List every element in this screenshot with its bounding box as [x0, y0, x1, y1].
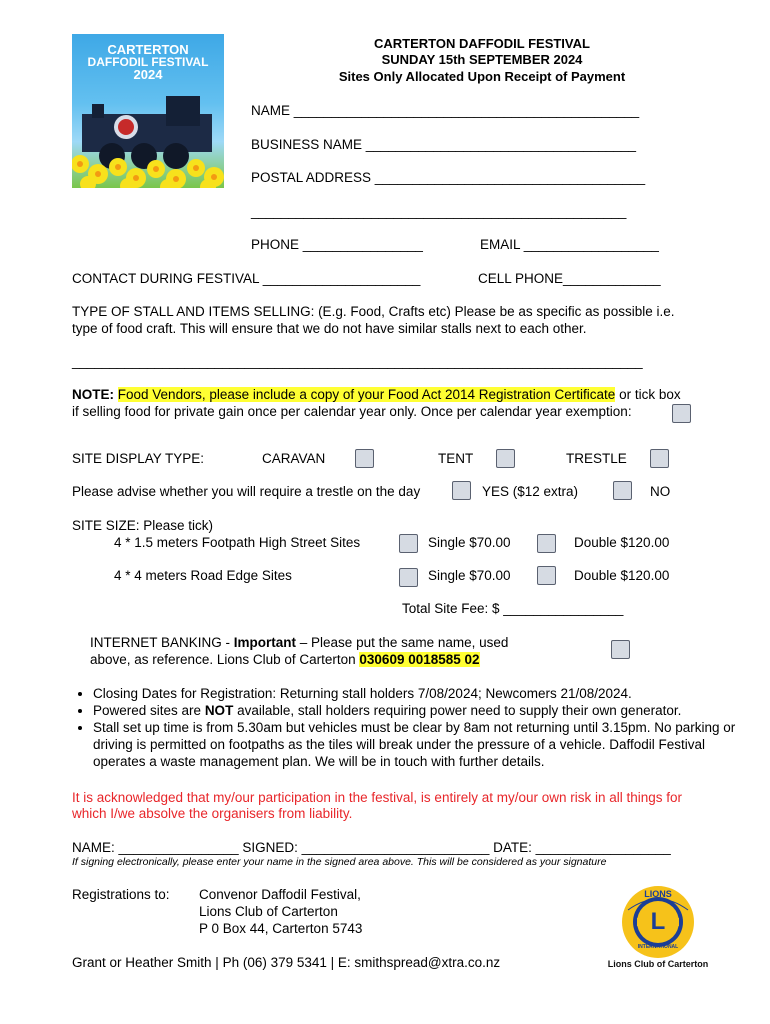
signature-note: If signing electronically, please enter your name in the signed area above. This will be considered as your signature: [72, 856, 607, 868]
poster-title-1: CARTERTON: [107, 42, 189, 57]
list-item: [93, 702, 743, 719]
lions-club-logo: [604, 884, 712, 976]
caravan-checkbox[interactable]: [355, 449, 374, 468]
address-line-2: Lions Club of Carterton: [199, 904, 338, 919]
postal-address-field[interactable]: POSTAL ADDRESS ____________________________________: [251, 170, 646, 185]
train-daffodils-illustration: [72, 34, 224, 188]
road-edge-sites-label: 4 * 4 meters Road Edge Sites: [114, 568, 292, 583]
trestle-checkbox[interactable]: [650, 449, 669, 468]
internet-banking-checkbox[interactable]: [611, 640, 630, 659]
site-display-label: SITE DISPLAY TYPE:: [72, 451, 205, 466]
trestle-yes-label: YES ($12 extra): [482, 484, 579, 499]
road-single-label: Single $70.00: [428, 568, 511, 583]
bank-account-number: 030609 0018585 02: [359, 652, 480, 667]
phone-field[interactable]: PHONE ________________: [251, 237, 423, 252]
lions-letter: L: [650, 908, 666, 935]
food-exemption-checkbox[interactable]: [672, 404, 691, 423]
road-single-checkbox[interactable]: [399, 568, 418, 587]
tent-checkbox[interactable]: [496, 449, 515, 468]
bullet-not: NOT: [204, 703, 234, 718]
road-double-checkbox[interactable]: [537, 566, 556, 585]
banking-rest: – Please put the same name, used: [296, 635, 509, 650]
signature-fields[interactable]: NAME: ________________ SIGNED: _________________________ DATE: __________________: [72, 840, 671, 855]
road-double-label: Double $120.00: [574, 568, 670, 583]
caravan-label: CARAVAN: [262, 451, 326, 466]
footpath-single-checkbox[interactable]: [399, 534, 418, 553]
header-date: SUNDAY 15th SEPTEMBER 2024: [381, 52, 583, 67]
lions-bottom-text: INTERNATIONAL: [637, 944, 679, 950]
site-size-label: SITE SIZE: Please tick): [72, 518, 214, 533]
trestle-no-checkbox[interactable]: [613, 481, 632, 500]
registrations-label: Registrations to:: [72, 887, 170, 902]
footpath-single-label: Single $70.00: [428, 535, 511, 550]
note-line-1: [72, 387, 681, 402]
poster-title-2: DAFFODIL FESTIVAL: [87, 55, 209, 69]
footpath-double-checkbox[interactable]: [537, 534, 556, 553]
note-line-2: if selling food for private gain once per calendar year only. Once per calendar year exemption:: [72, 404, 632, 419]
business-name-field[interactable]: BUSINESS NAME ____________________________________: [251, 137, 637, 152]
trestle-no-label: NO: [650, 484, 671, 499]
banking-reference: above, as reference. Lions Club of Carterton: [90, 652, 360, 667]
note-rest: or tick box: [615, 387, 681, 402]
trestle-yes-checkbox[interactable]: [452, 481, 471, 500]
stall-items-field[interactable]: ____________________________________________________________________________: [72, 354, 643, 369]
poster-title-3: 2024: [133, 67, 163, 82]
header-subtitle: Sites Only Allocated Upon Receipt of Payment: [338, 69, 626, 84]
banking-prefix: INTERNET BANKING -: [90, 635, 234, 650]
bullet-prefix: Powered sites are: [93, 703, 205, 718]
info-bullet-list: [72, 685, 743, 770]
tent-label: TENT: [438, 451, 474, 466]
name-field[interactable]: NAME ______________________________________________: [251, 103, 640, 118]
contact-info: Grant or Heather Smith | Ph (06) 379 5341 | E: smithspread@xtra.co.nz: [72, 955, 501, 970]
list-item: • Stall set up time is from 5.30am but vehicles must be clear by 8am not returning until 3.15pm. No parking or driving is permitted on footpaths as the tiles will break under the pressure of a vehicle. Daffodil Festival operates a waste management plan. We will be in touch with further details.: [93, 719, 743, 770]
address-line-3: P 0 Box 44, Carterton 5743: [199, 921, 363, 936]
banking-important: Important: [233, 635, 297, 650]
footpath-double-label: Double $120.00: [574, 535, 670, 550]
footpath-sites-label: 4 * 1.5 meters Footpath High Street Sites: [114, 535, 361, 550]
lions-top-text: LIONS: [644, 889, 672, 899]
stall-type-text-2: type of food craft. This will ensure that we do not have similar stalls next to each other.: [72, 321, 587, 336]
lions-caption: Lions Club of Carterton: [607, 959, 709, 969]
disclaimer-line-1: It is acknowledged that my/our participation in the festival, is entirely at my/our own risk in all things for: [72, 790, 683, 805]
list-item: • Closing Dates for Registration: Returning stall holders 7/08/2024; Newcomers 21/08/2024.: [93, 685, 743, 702]
total-site-fee-field[interactable]: Total Site Fee: $ ________________: [402, 601, 624, 616]
cell-phone-field[interactable]: CELL PHONE_____________: [478, 271, 661, 286]
bullet-rest: available, stall holders requiring power need to supply their own generator.: [237, 703, 682, 718]
email-field[interactable]: EMAIL __________________: [480, 237, 659, 252]
contact-during-festival-field[interactable]: CONTACT DURING FESTIVAL _____________________: [72, 271, 421, 286]
stall-type-text-1: TYPE OF STALL AND ITEMS SELLING: (E.g. Food, Crafts etc) Please be as specific as possible i.e.: [72, 304, 675, 319]
postal-address-line2-field[interactable]: __________________________________________________: [251, 204, 627, 219]
banking-line-1: [90, 635, 508, 650]
trestle-question: Please advise whether you will require a trestle on the day: [72, 484, 421, 499]
trestle-label: TRESTLE: [566, 451, 627, 466]
note-highlight: Food Vendors, please include a copy of your Food Act 2014 Registration Certificate: [117, 387, 616, 402]
note-label: NOTE:: [72, 387, 114, 402]
festival-poster: [72, 34, 224, 188]
banking-line-2: [90, 652, 480, 667]
disclaimer-line-2: which I/we absolve the organisers from liability.: [72, 806, 353, 821]
header-title: CARTERTON DAFFODIL FESTIVAL: [374, 36, 590, 51]
address-line-1: Convenor Daffodil Festival,: [199, 887, 361, 902]
